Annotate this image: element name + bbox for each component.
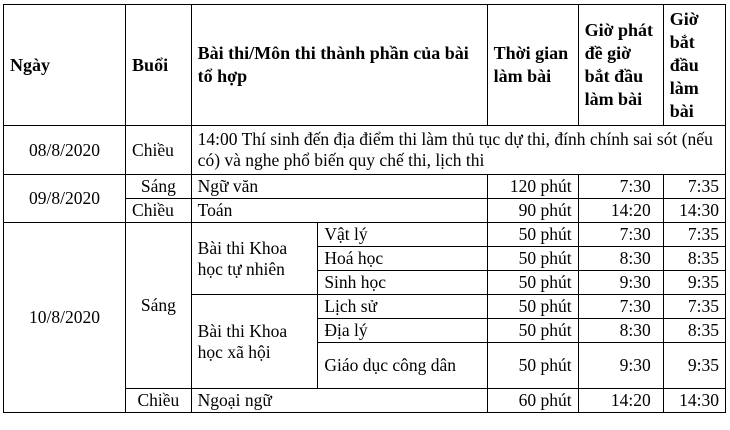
start-time-cell: 8:35 (663, 247, 725, 271)
distribute-time-cell: 8:30 (578, 319, 663, 343)
duration-cell: 50 phút (487, 319, 578, 343)
header-bai-thi: Bài thi/Môn thi thành phần của bài tổ hợp (191, 5, 487, 126)
subject-cell: Ngữ văn (191, 175, 487, 199)
header-gio-phat-de: Giờ phát đề giờ bắt đầu làm bài (578, 5, 663, 126)
distribute-time-cell: 9:30 (578, 343, 663, 389)
distribute-time-cell: 7:30 (578, 295, 663, 319)
session-cell: Chiều (126, 389, 192, 413)
duration-cell: 60 phút (487, 389, 578, 413)
subject-cell: Vật lý (318, 223, 487, 247)
duration-cell: 120 phút (487, 175, 578, 199)
start-time-cell: 14:30 (663, 199, 725, 223)
start-time-cell: 8:35 (663, 319, 725, 343)
subject-cell: Giáo dục công dân (318, 343, 487, 389)
header-ngay: Ngày (4, 5, 126, 126)
subject-cell: Lịch sử (318, 295, 487, 319)
distribute-time-cell: 14:20 (578, 199, 663, 223)
duration-cell: 50 phút (487, 343, 578, 389)
header-gio-bat-dau: Giờ bắt đầu làm bài (663, 5, 725, 126)
distribute-time-cell: 7:30 (578, 223, 663, 247)
subject-cell: Toán (191, 199, 487, 223)
session-cell: Sáng (126, 223, 192, 389)
distribute-time-cell: 14:20 (578, 389, 663, 413)
session-cell: Sáng (126, 175, 192, 199)
start-time-cell: 14:30 (663, 389, 725, 413)
table-row (4, 126, 726, 175)
date-cell: 10/8/2020 (4, 223, 126, 413)
duration-cell: 50 phút (487, 223, 578, 247)
subject-group-cell: Bài thi Khoa học tự nhiên (191, 223, 318, 295)
distribute-time-cell: 9:30 (578, 271, 663, 295)
session-cell: Chiều (126, 126, 192, 175)
subject-cell: Sinh học (318, 271, 487, 295)
note-cell: 14:00 Thí sinh đến địa điểm thi làm thủ tục dự thi, đính chính sai sót (nếu có) và nghe phổ biến quy chế thi, lịch thi (191, 126, 725, 175)
subject-cell: Địa lý (318, 319, 487, 343)
subject-group-cell: Bài thi Khoa học xã hội (191, 295, 318, 389)
header-row (4, 5, 726, 126)
start-time-cell: 9:35 (663, 271, 725, 295)
date-cell: 08/8/2020 (4, 126, 126, 175)
duration-cell: 90 phút (487, 199, 578, 223)
duration-cell: 50 phút (487, 271, 578, 295)
duration-cell: 50 phút (487, 295, 578, 319)
distribute-time-cell: 7:30 (578, 175, 663, 199)
session-cell: Chiều (126, 199, 192, 223)
table-row (4, 175, 726, 199)
distribute-time-cell: 8:30 (578, 247, 663, 271)
start-time-cell: 9:35 (663, 343, 725, 389)
subject-cell: Hoá học (318, 247, 487, 271)
start-time-cell: 7:35 (663, 295, 725, 319)
duration-cell: 50 phút (487, 247, 578, 271)
exam-schedule-table (3, 4, 726, 413)
subject-cell: Ngoại ngữ (191, 389, 487, 413)
header-thoi-gian: Thời gian làm bài (487, 5, 578, 126)
date-cell: 09/8/2020 (4, 175, 126, 223)
header-buoi: Buổi (126, 5, 192, 126)
start-time-cell: 7:35 (663, 175, 725, 199)
table-row (4, 223, 726, 247)
start-time-cell: 7:35 (663, 223, 725, 247)
